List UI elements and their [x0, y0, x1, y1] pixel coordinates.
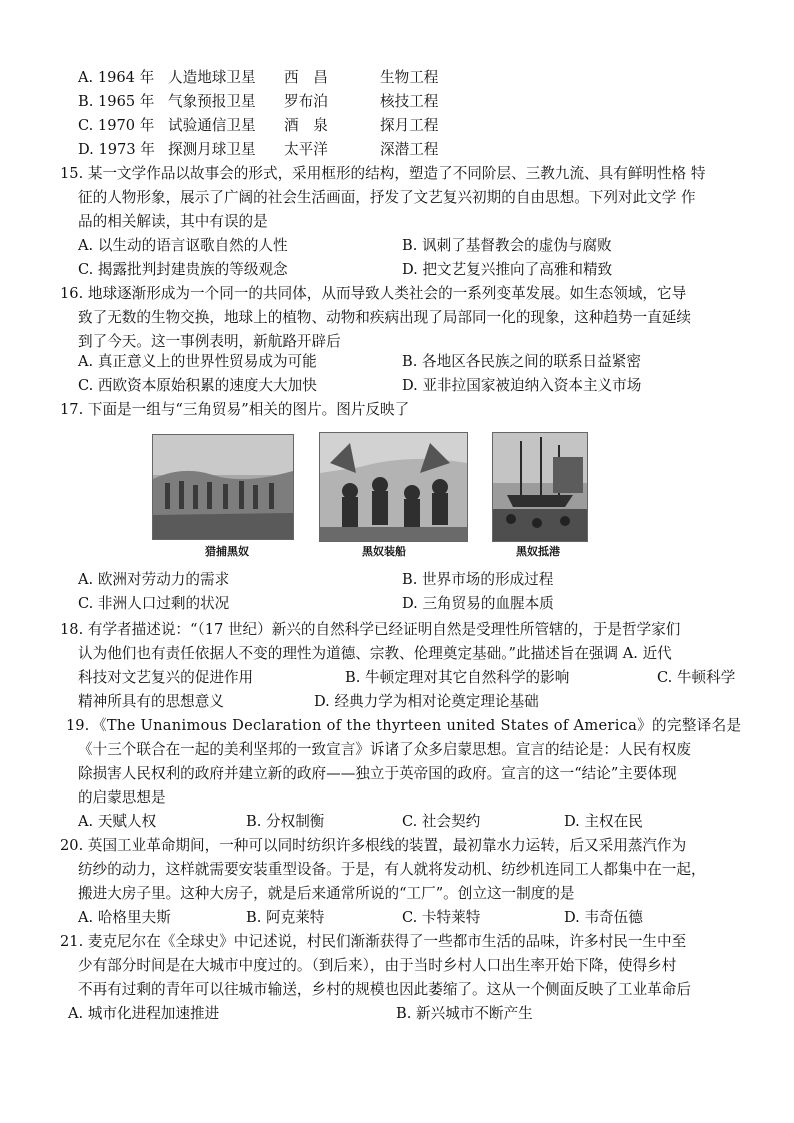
question-text: 致了无数的生物交换，地球上的植物、动物和疾病出现了局部同一化的现象，这种趋势一直延续 [78, 309, 691, 326]
option-a: A. 城市化进程加速推进 [68, 1005, 220, 1022]
option-a: A. 以生动的语言讴歌自然的人性 [78, 237, 288, 254]
question-text: 少有部分时间是在大城市中度过的。（到后来），由于当时乡村人口出生率开始下降，使得乡村 [78, 957, 677, 974]
option-a: A. 哈格里夫斯 [78, 909, 171, 926]
question-text: 21. 麦克尼尔在《全球史》中记述说，村民们渐渐获得了一些都市生活的品味，许多村民一生中至 [60, 933, 687, 950]
option-b: B. 阿克莱特 [246, 909, 325, 926]
option-c: C. 卡特莱特 [402, 909, 481, 926]
option-c: C. 揭露批判封建贵族的等级观念 [78, 261, 288, 278]
option-a-cont: 科技对文艺复兴的促进作用 [78, 669, 254, 686]
option-c-cont: 精神所具有的思想意义 [78, 693, 224, 710]
question-text: 征的人物形象，展示了广阔的社会生活画面，抒发了文艺复兴初期的自由思想。下列对此文学 作 [78, 189, 696, 206]
option-b: B. 牛顿定理对其它自然科学的影响 [345, 669, 570, 686]
question-text: 20. 英国工业革命期间，一种可以同时纺织许多根线的装置，最初靠水力运转，后又采用蒸汽作为 [60, 837, 687, 854]
option-a: A. 欧洲对劳动力的需求 [78, 571, 230, 588]
engraving-illustration [320, 433, 467, 541]
question-text: 不再有过剩的青年可以往城市输送，乡村的规模也因此萎缩了。这从一个侧面反映了工业革命后 [78, 981, 691, 998]
question-text: 17. 下面是一组与“三角贸易”相关的图片。图片反映了 [60, 401, 410, 418]
option-a: A. 真正意义上的世界性贸易成为可能 [78, 353, 317, 370]
option-d: D. 三角贸易的血腥本质 [402, 595, 554, 612]
question-text: 16. 地球逐渐形成为一个同一的共同体，从而导致人类社会的一系列变革发展。如生态领域，它导 [60, 285, 687, 302]
question-text: 除损害人民权利的政府并建立新的政府——独立于英帝国的政府。宣言的这一“结论”主要体现 [78, 765, 677, 782]
option-b: B. 新兴城市不断产生 [396, 1005, 533, 1022]
question-text: 《The Unanimous Declaration of the thyrteen united States of America》的完整译名是 [92, 717, 742, 734]
option-d: D. 亚非拉国家被迫纳入资本主义市场 [402, 377, 642, 394]
question-text: 到了今天。这一事例表明，新航路开辟后 [78, 333, 341, 350]
question-text: 纺纱的动力，这样就需要安装重型设备。于是，有人就将发动机、纺纱机连同工人都集中在一起， [78, 861, 706, 878]
option-c: C. 西欧资本原始积累的速度大大加快 [78, 377, 317, 394]
option-c: C. 非洲人口过剩的状况 [78, 595, 230, 612]
slave-arrival-image [492, 432, 588, 542]
engraving-illustration [493, 433, 587, 541]
image-caption: 黑奴装船 [362, 545, 406, 558]
option-c: C. 牛顿科学 [657, 669, 736, 686]
question-text: 的启蒙思想是 [78, 789, 166, 806]
question-text: 15. 某一文学作品以故事会的形式，采用框形的结构，塑造了不同阶层、三教九流、具有鲜明性格 特 [60, 165, 706, 182]
question-text: 品的相关解读，其中有误的是 [78, 213, 268, 230]
option-d: D. 经典力学为相对论奠定理论基础 [314, 693, 539, 710]
image-caption: 黑奴抵港 [516, 545, 560, 558]
image-caption: 猎捕黑奴 [205, 545, 249, 558]
question-text: 认为他们也有责任依据人不变的理性为道德、宗教、伦理奠定基础。”此描述旨在强调 A. 近代 [78, 645, 672, 662]
option-a: A. 天赋人权 [78, 813, 157, 830]
slave-shipping-image [319, 432, 468, 542]
question-text: 18. 有学者描述说：“（17 世纪）新兴的自然科学已经证明自然是受理性所管辖的，于是哲学家们 [60, 621, 681, 638]
slave-hunting-image [152, 434, 294, 540]
question-text: 搬进大房子里。这种大房子，就是后来通常所说的“工厂”。创立这一制度的是 [78, 885, 575, 902]
engraving-illustration [153, 435, 293, 539]
question-number: 19. [66, 717, 90, 734]
question-text: 《十三个联合在一起的美利坚邦的一致宣言》诉诸了众多启蒙思想。宣言的结论是：人民有权废 [78, 741, 691, 758]
option-b: B. 讽刺了基督教会的虚伪与腐败 [402, 237, 612, 254]
option-c: C. 社会契约 [402, 813, 481, 830]
option-b: B. 各地区各民族之间的联系日益紧密 [402, 353, 641, 370]
option-d: D. 主权在民 [564, 813, 643, 830]
option-b: B. 分权制衡 [246, 813, 325, 830]
option-b: B. 世界市场的形成过程 [402, 571, 554, 588]
option-d: D. 把文艺复兴推向了高雅和精致 [402, 261, 613, 278]
option-d: D. 韦奇伍德 [564, 909, 643, 926]
